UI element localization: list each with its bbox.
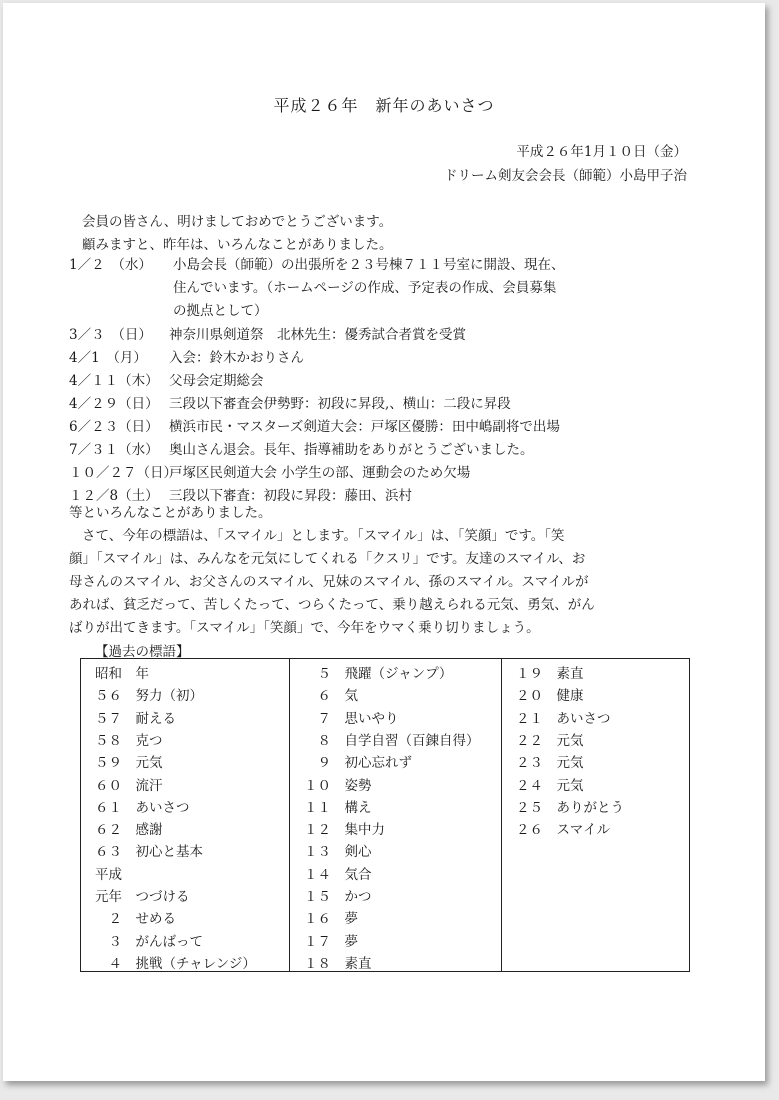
motto-cell: ５ 飛躍（ジャンプ） [304,666,453,682]
body-line: 母さんのスマイル、お父さんのスマイル、兄妹のスマイル、孫のスマイル。スマイルが [69,574,589,590]
event-item [69,299,268,319]
motto-table [80,658,690,972]
intro-line: 顧みますと、昨年は、いろんなことがありました。 [82,237,393,253]
event-text: 小島会長（師範）の出張所を２３号棟７１１号室に開設、現在、 [173,257,565,273]
motto-column-3 [501,659,689,971]
event-text: 父母会定期総会 [169,373,264,389]
document-date: 平成２６年1月１０日（金） [516,144,687,160]
event-text: 神奈川県剣道祭 北林先生：優秀試合者賞を受賞 [169,327,466,343]
event-text: の拠点として） [173,303,268,319]
closing-line: 等といろんなことがありました。 [69,505,272,521]
event-date: 3／３ （日） [69,327,152,343]
motto-cell: ９ 初心忘れず [304,755,412,772]
motto-cell: ２４ 元気 [516,777,584,794]
motto-cell: ２１ あいさつ [516,710,611,727]
event-item [69,323,466,343]
event-item [69,253,565,273]
motto-column-1 [81,659,289,971]
event-text: 住んでいます。（ホームページの作成、予定表の作成、会員募集 [173,280,557,296]
motto-cell: ２６ スマイル [516,822,610,839]
motto-cell: ５６ 努力（初） [95,688,203,705]
motto-cell: ５８ 克つ [95,732,163,749]
motto-cell: ６２ 感謝 [95,822,163,839]
event-date: 4／１１（木） [69,373,159,389]
motto-cell: ２０ 健康 [516,688,584,705]
motto-cell: １７ 夢 [304,933,358,950]
event-item [69,461,470,481]
motto-cell: １０ 姿勢 [304,777,372,794]
event-date: 7／３１（水） [69,442,159,458]
motto-cell: ２３ 元気 [516,755,584,772]
motto-cell: ６０ 流汗 [95,777,163,794]
event-item [69,438,534,458]
event-item [69,392,511,412]
event-text: 三段以下審査会伊勢野：初段に昇段,、横山：二段に昇段 [169,396,511,412]
motto-cell: ６ 気 [304,688,358,705]
event-text: 入会：鈴木かおりさん [169,350,304,366]
event-date: 1／２ （水） [69,257,152,273]
event-item [69,346,304,366]
event-text: 三段以下審査：初段に昇段：藤田、浜村 [169,488,412,504]
body-line: 顔」「スマイル」は、みんなを元気にしてくれる「クスリ」です。友達のスマイル、お [69,551,586,567]
motto-cell: ５９ 元気 [95,755,163,772]
motto-cell: ２２ 元気 [516,732,584,749]
event-text: 横浜市民・マスターズ剣道大会：戸塚区優勝：田中嶋副将で出場 [169,419,560,435]
motto-cell: １３ 剣心 [304,844,372,861]
motto-cell: ７ 思いやり [304,710,399,727]
table-caption: 【過去の標語】 [95,644,190,660]
motto-cell: ６１ あいさつ [95,799,190,816]
document-title: 平成２６年 新年のあいさつ [273,96,495,115]
motto-cell: 元年 つづける [95,889,190,905]
motto-cell: １５ かつ [304,889,372,905]
motto-cell: ４ 挑戦（チャレンジ） [95,955,256,972]
motto-column-2 [289,659,501,971]
event-item [69,369,264,389]
motto-cell: ３ がんばって [95,933,203,950]
body-line: あれば、貧乏だって、苦しくたって、つらくたって、乗り越えられる元気、勇気、がん [69,597,595,613]
motto-cell: １２ 集中力 [304,822,385,839]
motto-cell: ８ 自学自習（百錬自得） [304,732,480,749]
motto-cell: ２ せめる [95,911,176,928]
event-date: １２／8（土） [69,488,159,504]
event-text: 奥山さん退会。長年、指導補助をありがとうございました。 [169,442,534,458]
motto-cell: １６ 夢 [304,911,358,928]
motto-cell: １９ 素直 [516,666,584,682]
motto-cell: 平成 [95,866,122,883]
document-page [3,3,765,1081]
document-author: ドリーム剣友会会長（師範）小島甲子治 [444,168,687,184]
body-line: さて、今年の標語は、「スマイル」とします。「スマイル」は、「笑顔」です。「笑 [82,528,565,544]
body-line: ばりが出てきます。「スマイル」「笑顔」で、今年をウマく乗り切りましょう。 [69,620,540,636]
event-date: 6／２３（日） [69,419,159,435]
motto-cell: ５７ 耐える [95,710,176,727]
motto-cell: ２５ ありがとう [516,799,624,816]
event-item [69,276,556,296]
motto-cell: １８ 素直 [304,955,372,972]
event-item [69,415,560,435]
motto-cell: １４ 気合 [304,866,372,883]
motto-cell: １１ 構え [304,799,372,816]
event-text: 戸塚区民剣道大会 小学生の部、運動会のため欠場 [169,465,471,481]
event-date: 4／２９（日） [69,396,159,412]
motto-cell: ６３ 初心と基本 [95,844,203,861]
motto-cell: 昭和 年 [95,666,149,682]
intro-line: 会員の皆さん、明けましておめでとうございます。 [82,214,393,230]
event-date: １０／２７（日） [69,465,177,481]
event-date: 4／1 （月） [69,350,147,366]
